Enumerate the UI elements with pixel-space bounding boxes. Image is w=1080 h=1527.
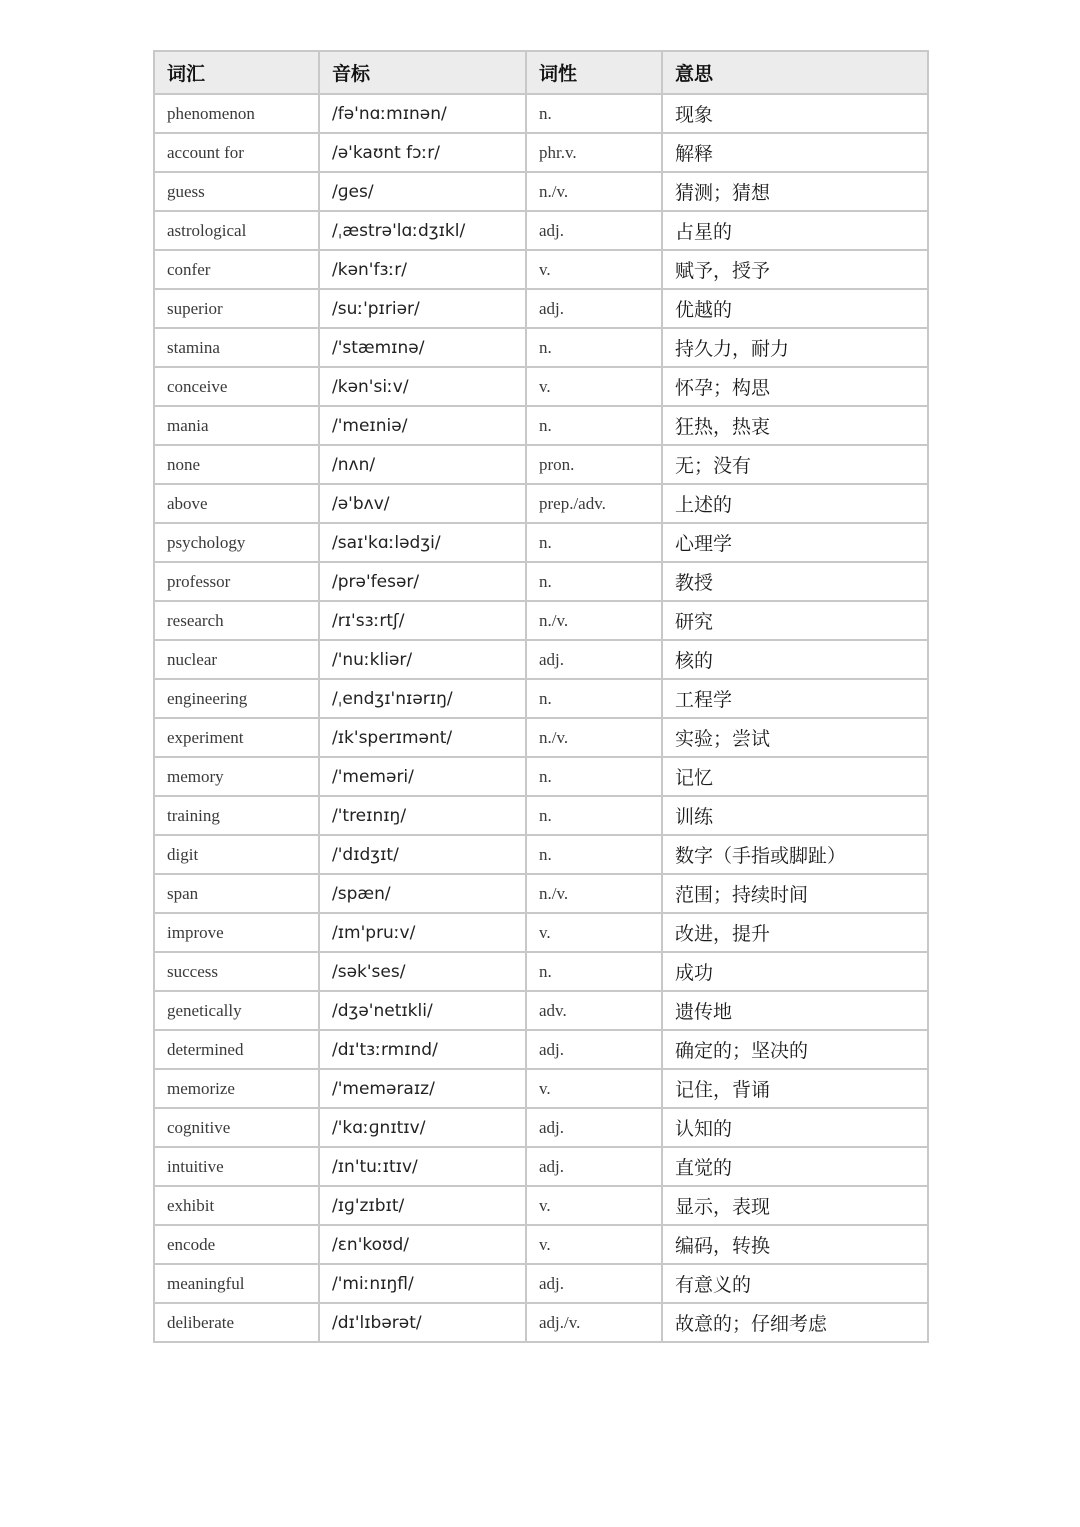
table-row xyxy=(154,874,928,913)
word-cell: encode xyxy=(154,1225,319,1264)
phonetic-cell: /'kɑːɡnɪtɪv/ xyxy=(319,1108,526,1147)
part-of-speech-cell: v. xyxy=(526,913,662,952)
meaning-cell: 范围；持续时间 xyxy=(662,874,928,913)
word-cell: astrological xyxy=(154,211,319,250)
part-of-speech-cell: n. xyxy=(526,679,662,718)
meaning-cell: 成功 xyxy=(662,952,928,991)
table-row xyxy=(154,328,928,367)
table-row xyxy=(154,94,928,133)
meaning-cell: 猜测；猜想 xyxy=(662,172,928,211)
word-cell: confer xyxy=(154,250,319,289)
part-of-speech-cell: n. xyxy=(526,94,662,133)
meaning-cell: 怀孕；构思 xyxy=(662,367,928,406)
word-cell: determined xyxy=(154,1030,319,1069)
part-of-speech-cell: adj. xyxy=(526,1264,662,1303)
meaning-cell: 训练 xyxy=(662,796,928,835)
meaning-cell: 遗传地 xyxy=(662,991,928,1030)
table-row xyxy=(154,1108,928,1147)
part-of-speech-cell: phr.v. xyxy=(526,133,662,172)
meaning-cell: 确定的；坚决的 xyxy=(662,1030,928,1069)
meaning-cell: 编码，转换 xyxy=(662,1225,928,1264)
table-row xyxy=(154,1147,928,1186)
word-cell: memorize xyxy=(154,1069,319,1108)
phonetic-cell: /'meməraɪz/ xyxy=(319,1069,526,1108)
table-row xyxy=(154,1186,928,1225)
meaning-cell: 研究 xyxy=(662,601,928,640)
meaning-cell: 教授 xyxy=(662,562,928,601)
table-row xyxy=(154,835,928,874)
header-word: 词汇 xyxy=(154,51,319,94)
phonetic-cell: /ɪn'tuːɪtɪv/ xyxy=(319,1147,526,1186)
meaning-cell: 直觉的 xyxy=(662,1147,928,1186)
word-cell: professor xyxy=(154,562,319,601)
part-of-speech-cell: n. xyxy=(526,523,662,562)
meaning-cell: 赋予，授予 xyxy=(662,250,928,289)
phonetic-cell: /'meɪniə/ xyxy=(319,406,526,445)
phonetic-cell: /ɡes/ xyxy=(319,172,526,211)
phonetic-cell: /ɛn'koʊd/ xyxy=(319,1225,526,1264)
word-cell: stamina xyxy=(154,328,319,367)
header-phonetic: 音标 xyxy=(319,51,526,94)
meaning-cell: 优越的 xyxy=(662,289,928,328)
meaning-cell: 数字（手指或脚趾） xyxy=(662,835,928,874)
part-of-speech-cell: adj. xyxy=(526,1030,662,1069)
part-of-speech-cell: n. xyxy=(526,796,662,835)
word-cell: deliberate xyxy=(154,1303,319,1342)
part-of-speech-cell: n./v. xyxy=(526,718,662,757)
table-row xyxy=(154,367,928,406)
part-of-speech-cell: adj. xyxy=(526,1108,662,1147)
word-cell: meaningful xyxy=(154,1264,319,1303)
part-of-speech-cell: v. xyxy=(526,250,662,289)
part-of-speech-cell: n. xyxy=(526,328,662,367)
meaning-cell: 记忆 xyxy=(662,757,928,796)
meaning-cell: 核的 xyxy=(662,640,928,679)
word-cell: success xyxy=(154,952,319,991)
meaning-cell: 工程学 xyxy=(662,679,928,718)
phonetic-cell: /dʒə'netɪkli/ xyxy=(319,991,526,1030)
meaning-cell: 故意的；仔细考虑 xyxy=(662,1303,928,1342)
meaning-cell: 解释 xyxy=(662,133,928,172)
word-cell: above xyxy=(154,484,319,523)
word-cell: superior xyxy=(154,289,319,328)
table-row xyxy=(154,718,928,757)
meaning-cell: 占星的 xyxy=(662,211,928,250)
vocabulary-table xyxy=(153,50,929,1343)
word-cell: nuclear xyxy=(154,640,319,679)
word-cell: training xyxy=(154,796,319,835)
meaning-cell: 上述的 xyxy=(662,484,928,523)
phonetic-cell: /saɪ'kɑːlədʒi/ xyxy=(319,523,526,562)
word-cell: digit xyxy=(154,835,319,874)
header-meaning: 意思 xyxy=(662,51,928,94)
part-of-speech-cell: adj. xyxy=(526,1147,662,1186)
word-cell: none xyxy=(154,445,319,484)
meaning-cell: 心理学 xyxy=(662,523,928,562)
phonetic-cell: /ˌendʒɪ'nɪərɪŋ/ xyxy=(319,679,526,718)
phonetic-cell: /'dɪdʒɪt/ xyxy=(319,835,526,874)
meaning-cell: 实验；尝试 xyxy=(662,718,928,757)
word-cell: genetically xyxy=(154,991,319,1030)
phonetic-cell: /ə'kaʊnt fɔːr/ xyxy=(319,133,526,172)
word-cell: phenomenon xyxy=(154,94,319,133)
table-row xyxy=(154,445,928,484)
part-of-speech-cell: v. xyxy=(526,1069,662,1108)
meaning-cell: 狂热，热衷 xyxy=(662,406,928,445)
table-row xyxy=(154,1069,928,1108)
table-row xyxy=(154,640,928,679)
phonetic-cell: /ə'bʌv/ xyxy=(319,484,526,523)
part-of-speech-cell: n./v. xyxy=(526,172,662,211)
meaning-cell: 改进，提升 xyxy=(662,913,928,952)
phonetic-cell: /'stæmɪnə/ xyxy=(319,328,526,367)
meaning-cell: 显示，表现 xyxy=(662,1186,928,1225)
phonetic-cell: /ˌæstrə'lɑːdʒɪkl/ xyxy=(319,211,526,250)
phonetic-cell: /ɪɡ'zɪbɪt/ xyxy=(319,1186,526,1225)
phonetic-cell: /suː'pɪriər/ xyxy=(319,289,526,328)
part-of-speech-cell: n. xyxy=(526,835,662,874)
table-row xyxy=(154,250,928,289)
meaning-cell: 持久力，耐力 xyxy=(662,328,928,367)
table-row xyxy=(154,406,928,445)
phonetic-cell: /prə'fesər/ xyxy=(319,562,526,601)
part-of-speech-cell: adj. xyxy=(526,211,662,250)
phonetic-cell: /ɪk'sperɪmənt/ xyxy=(319,718,526,757)
table-row xyxy=(154,289,928,328)
part-of-speech-cell: pron. xyxy=(526,445,662,484)
table-row xyxy=(154,1303,928,1342)
phonetic-cell: /kən'siːv/ xyxy=(319,367,526,406)
table-row xyxy=(154,1030,928,1069)
phonetic-cell: /nʌn/ xyxy=(319,445,526,484)
meaning-cell: 记住，背诵 xyxy=(662,1069,928,1108)
table-row xyxy=(154,211,928,250)
phonetic-cell: /fə'nɑːmɪnən/ xyxy=(319,94,526,133)
header-part-of-speech: 词性 xyxy=(526,51,662,94)
table-row xyxy=(154,757,928,796)
part-of-speech-cell: n. xyxy=(526,562,662,601)
word-cell: research xyxy=(154,601,319,640)
table-row xyxy=(154,172,928,211)
part-of-speech-cell: prep./adv. xyxy=(526,484,662,523)
table-row xyxy=(154,484,928,523)
table-row xyxy=(154,133,928,172)
table-row xyxy=(154,523,928,562)
word-cell: exhibit xyxy=(154,1186,319,1225)
table-header xyxy=(154,51,928,94)
word-cell: account for xyxy=(154,133,319,172)
phonetic-cell: /dɪ'tɜːrmɪnd/ xyxy=(319,1030,526,1069)
table-row xyxy=(154,952,928,991)
phonetic-cell: /kən'fɜːr/ xyxy=(319,250,526,289)
part-of-speech-cell: v. xyxy=(526,1225,662,1264)
part-of-speech-cell: v. xyxy=(526,367,662,406)
word-cell: engineering xyxy=(154,679,319,718)
part-of-speech-cell: n. xyxy=(526,952,662,991)
part-of-speech-cell: adv. xyxy=(526,991,662,1030)
table-row xyxy=(154,1225,928,1264)
part-of-speech-cell: adj./v. xyxy=(526,1303,662,1342)
meaning-cell: 现象 xyxy=(662,94,928,133)
word-cell: improve xyxy=(154,913,319,952)
table-row xyxy=(154,679,928,718)
table-row xyxy=(154,991,928,1030)
word-cell: psychology xyxy=(154,523,319,562)
meaning-cell: 无；没有 xyxy=(662,445,928,484)
phonetic-cell: /dɪ'lɪbərət/ xyxy=(319,1303,526,1342)
phonetic-cell: /'treɪnɪŋ/ xyxy=(319,796,526,835)
header-row xyxy=(154,51,928,94)
phonetic-cell: /'nuːkliər/ xyxy=(319,640,526,679)
word-cell: cognitive xyxy=(154,1108,319,1147)
table-row xyxy=(154,601,928,640)
table-row xyxy=(154,913,928,952)
word-cell: memory xyxy=(154,757,319,796)
part-of-speech-cell: n. xyxy=(526,757,662,796)
meaning-cell: 有意义的 xyxy=(662,1264,928,1303)
word-cell: span xyxy=(154,874,319,913)
word-cell: experiment xyxy=(154,718,319,757)
table-row xyxy=(154,562,928,601)
word-cell: intuitive xyxy=(154,1147,319,1186)
phonetic-cell: /rɪ'sɜːrtʃ/ xyxy=(319,601,526,640)
table-body xyxy=(154,94,928,1342)
table-row xyxy=(154,1264,928,1303)
word-cell: conceive xyxy=(154,367,319,406)
meaning-cell: 认知的 xyxy=(662,1108,928,1147)
table-row xyxy=(154,796,928,835)
phonetic-cell: /spæn/ xyxy=(319,874,526,913)
part-of-speech-cell: v. xyxy=(526,1186,662,1225)
phonetic-cell: /ɪm'pruːv/ xyxy=(319,913,526,952)
part-of-speech-cell: n./v. xyxy=(526,601,662,640)
part-of-speech-cell: n./v. xyxy=(526,874,662,913)
word-cell: mania xyxy=(154,406,319,445)
phonetic-cell: /sək'ses/ xyxy=(319,952,526,991)
part-of-speech-cell: n. xyxy=(526,406,662,445)
phonetic-cell: /'miːnɪŋfl/ xyxy=(319,1264,526,1303)
phonetic-cell: /'meməri/ xyxy=(319,757,526,796)
part-of-speech-cell: adj. xyxy=(526,640,662,679)
word-cell: guess xyxy=(154,172,319,211)
part-of-speech-cell: adj. xyxy=(526,289,662,328)
